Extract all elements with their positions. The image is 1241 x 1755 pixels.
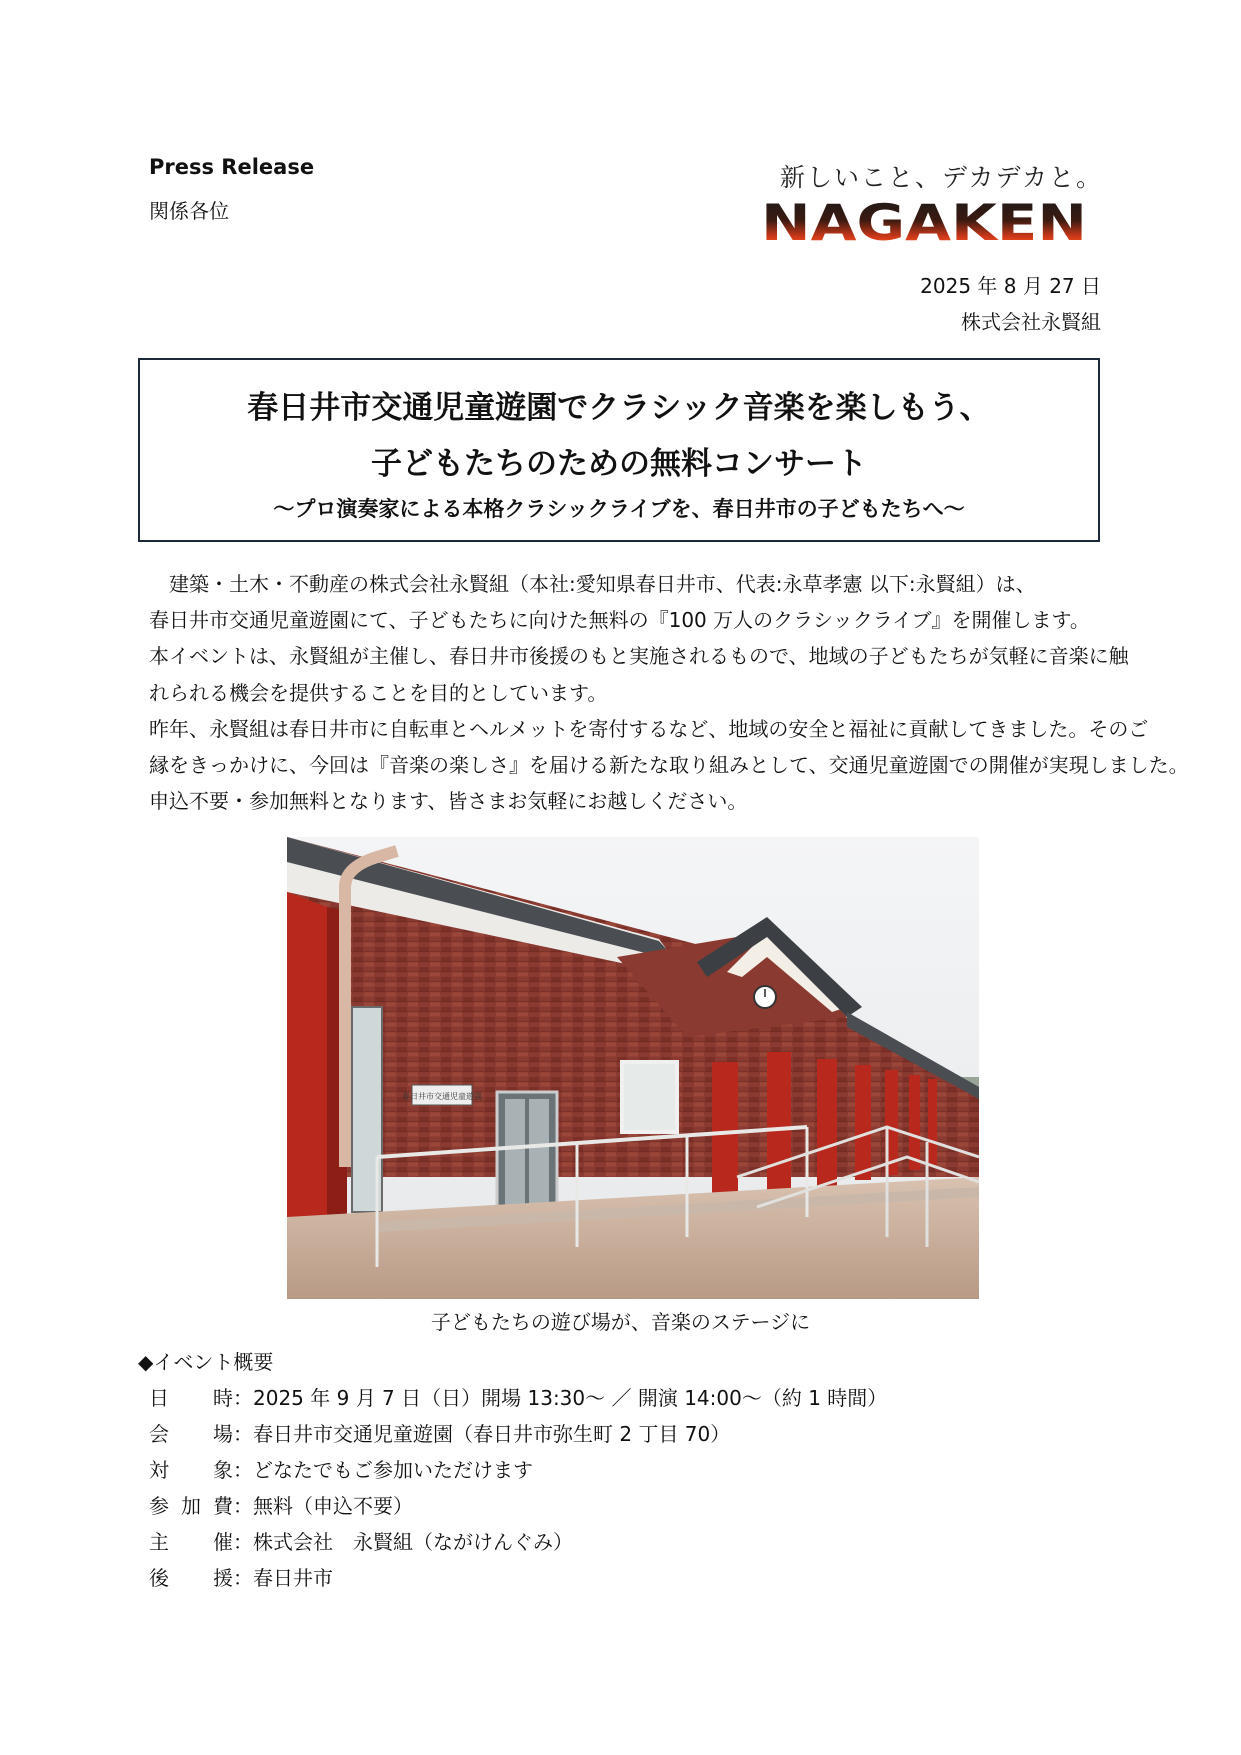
event-value: ：2025 年 9 月 7 日（日）開場 13:30～ ／ 開演 14:00～（約 1 時間） — [233, 1386, 888, 1410]
event-row-venue — [149, 1416, 887, 1452]
event-details-list — [149, 1380, 887, 1596]
title-box — [138, 358, 1100, 542]
body-line: 本イベントは、永賢組が主催し、春日井市後援のもと実施されるもので、地域の子どもたちが気軽に音楽に触 — [149, 644, 1129, 669]
event-value: ：株式会社 永賢組（ながけんぐみ） — [233, 1530, 573, 1554]
title-line-2: 子どもたちのための無料コンサート — [371, 446, 867, 482]
event-label: 会場 — [149, 1422, 233, 1446]
event-label: 主催 — [149, 1530, 233, 1554]
event-label: 後援 — [149, 1566, 233, 1590]
body-line: 春日井市交通児童遊園にて、子どもたちに向けた無料の『100 万人のクラシックライブ』を開催します。 — [149, 608, 1090, 633]
body-text — [149, 566, 1189, 819]
event-label: 対象 — [149, 1458, 233, 1482]
event-overview-heading: ◆イベント概要 — [138, 1350, 274, 1374]
recipients-label: 関係各位 — [149, 199, 229, 223]
body-line: れられる機会を提供することを目的としています。 — [149, 680, 608, 705]
logo-text: NAGAKEN — [761, 195, 1087, 247]
body-line: 建築・土木・不動産の株式会社永賢組（本社:愛知県春日井市、代表:永草孝憲 以下:永賢組）は、 — [149, 572, 1036, 596]
event-label: 参加費 — [149, 1494, 233, 1518]
building-illustration — [287, 837, 979, 1299]
nagaken-logo — [758, 195, 1090, 247]
building-sign: 春日井市交通児童遊園 — [402, 1092, 482, 1101]
release-date: 2025 年 8 月 27 日 — [920, 274, 1101, 298]
event-row-fee — [149, 1488, 887, 1524]
title-line-1: 春日井市交通児童遊園でクラシック音楽を楽しもう、 — [247, 390, 991, 426]
photo-caption: 子どもたちの遊び場が、音楽のステージに — [430, 1310, 811, 1334]
body-line: 昨年、永賢組は春日井市に自転車とヘルメットを寄付するなど、地域の安全と福祉に貢献してきました。そのご — [149, 716, 1149, 741]
body-line: 縁をきっかけに、今回は『音楽の楽しさ』を届ける新たな取り組みとして、交通児童遊園での開催が実現しました。 — [149, 753, 1189, 778]
body-line: 申込不要・参加無料となります、皆さまお気軽にお越しください。 — [149, 789, 748, 814]
building-photo — [287, 837, 979, 1299]
company-name: 株式会社永賢組 — [961, 310, 1101, 334]
event-row-organizer — [149, 1524, 887, 1560]
event-row-target — [149, 1452, 887, 1488]
event-row-datetime — [149, 1380, 887, 1416]
event-value: ：春日井市 — [233, 1566, 333, 1590]
event-row-support — [149, 1560, 887, 1596]
press-release-label: Press Release — [149, 155, 315, 179]
event-value: ：無料（申込不要） — [233, 1494, 413, 1518]
event-value: ：春日井市交通児童遊園（春日井市弥生町 2 丁目 70） — [233, 1422, 731, 1446]
event-value: ：どなたでもご参加いただけます — [233, 1458, 533, 1482]
subtitle: ～プロ演奏家による本格クラシックライブを、春日井市の子どもたちへ～ — [273, 497, 965, 521]
company-tagline: 新しいこと、デカデカと。 — [780, 163, 1104, 192]
event-label: 日時 — [149, 1386, 233, 1410]
